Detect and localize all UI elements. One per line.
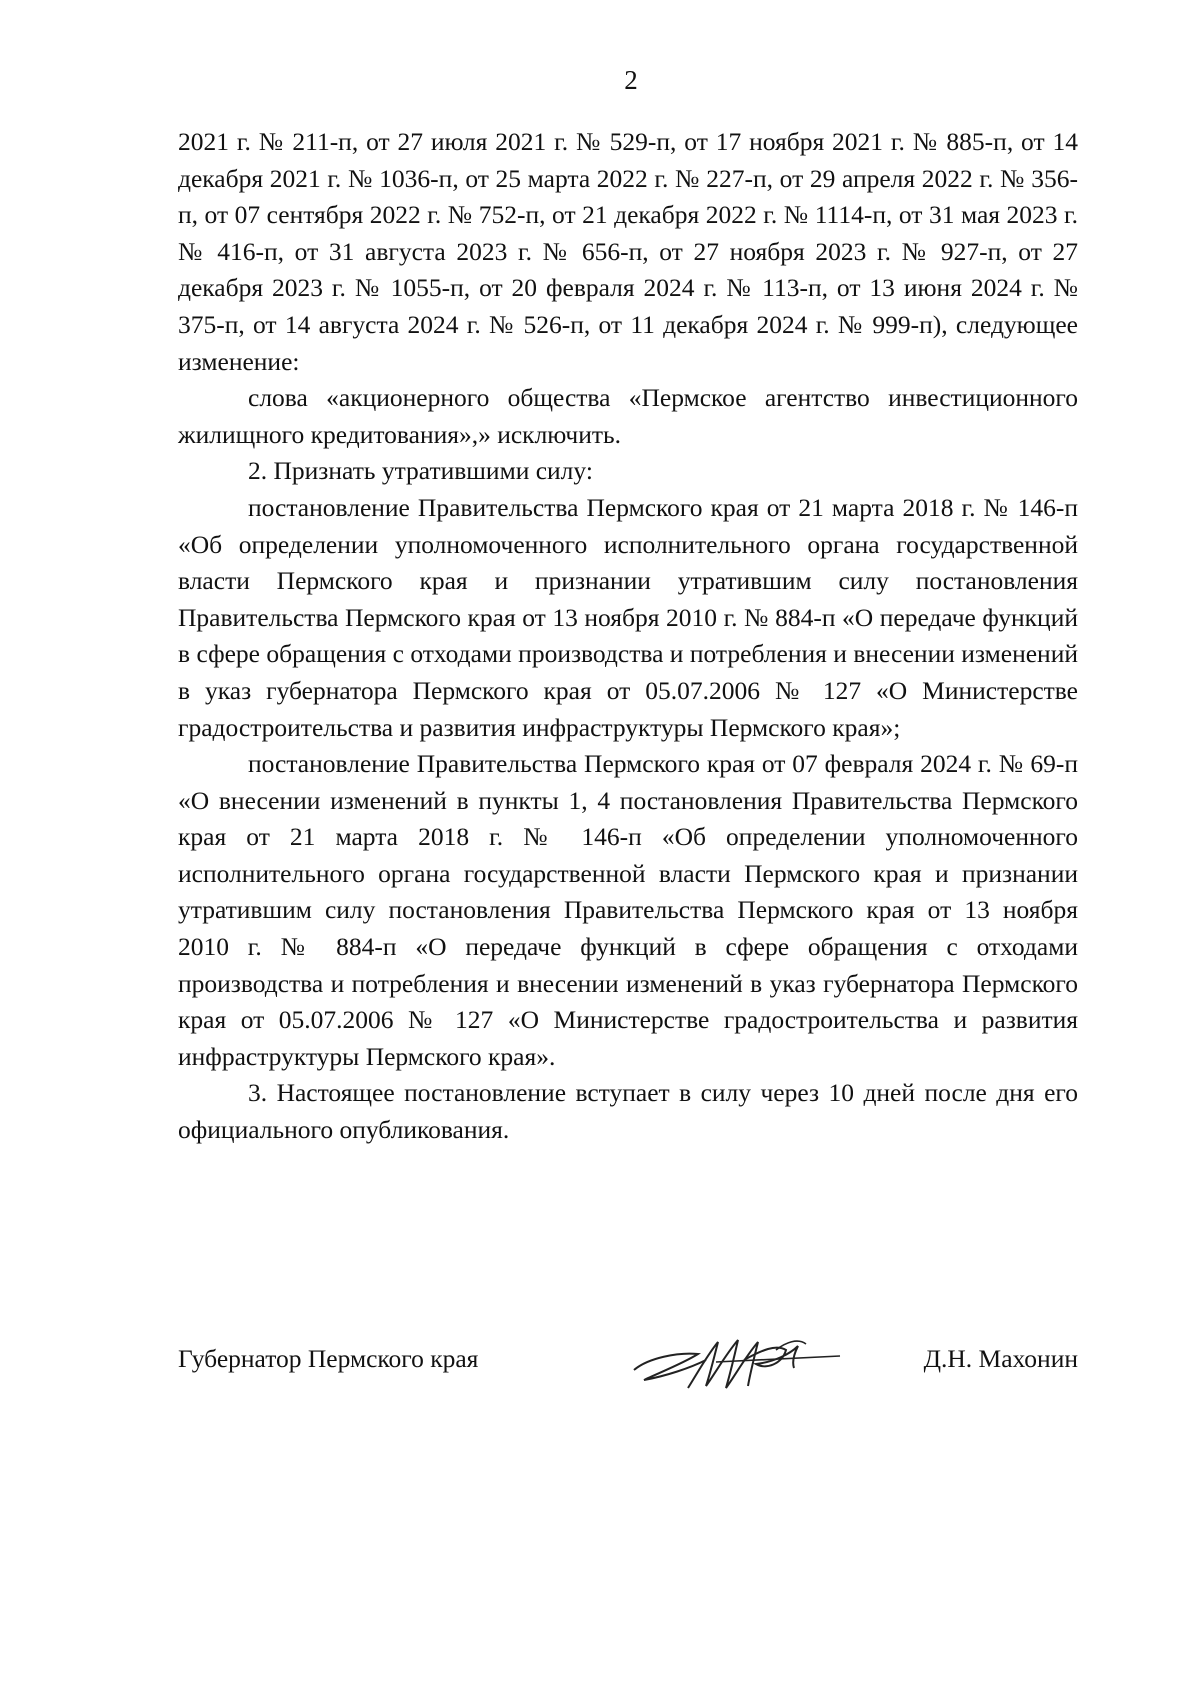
handwritten-signature-icon	[626, 1324, 846, 1404]
paragraph-item-3-effective-date: 3. Настоящее постановление вступает в силу через 10 дней после дня его официального опубликования.	[178, 1078, 1078, 1145]
paragraph-words-excluded: слова «акционерного общества «Пермское агентство инвестиционного жилищного кредитования»,» исключить.	[178, 383, 1078, 449]
paragraph-repealed-resolution-69: постановление Правительства Пермского края от 07 февраля 2024 г. № 69-п «О внесении изменений в пункты 1, 4 постановления Правительства Пермского края от 21 марта 2018 г. № 146-п «Об определении уполномоченного исполнительного органа государственной власти Пермского края и признании утратившим силу постановления Правительства Пермского края от 13 ноября 2010 г. № 884-п «О передаче функций в сфере обращения с отходами производства и потребления и внесении изменений в указ губернатора Пермского края от 05.07.2006 № 127 «О Министерстве градостроительства и развития инфраструктуры Пермского края».	[178, 749, 1078, 1071]
signer-position: Губернатор Пермского края	[178, 1344, 479, 1373]
signature-block	[178, 1334, 1078, 1414]
paragraph-amendment-list: 2021 г. № 211-п, от 27 июля 2021 г. № 529-п, от 17 ноября 2021 г. № 885-п, от 14 декабря 2021 г. № 1036-п, от 25 марта 2022 г. № 227-п, от 29 апреля 2022 г. № 356-п, от 07 сентября 2022 г. № 752-п, от 21 декабря 2022 г. № 1114-п, от 31 мая 2023 г. № 416-п, от 31 августа 2023 г. № 656-п, от 27 ноября 2023 г. № 927-п, от 27 декабря 2023 г. № 1055-п, от 20 февраля 2024 г. № 113-п, от 13 июня 2024 г. № 375-п, от 14 августа 2024 г. № 526-п, от 11 декабря 2024 г. № 999-п), следующее изменение:	[178, 127, 1078, 376]
paragraph-item-2-heading: 2. Признать утратившими силу:	[248, 456, 593, 486]
signer-name: Д.Н. Махонин	[923, 1344, 1078, 1373]
page-number: 2	[624, 65, 638, 95]
document-body	[178, 124, 1078, 1149]
paragraph-repealed-resolution-146: постановление Правительства Пермского края от 21 марта 2018 г. № 146-п «Об определении уполномоченного исполнительного органа государственной власти Пермского края и признании утратившим силу постановления Правительства Пермского края от 13 ноября 2010 г. № 884-п «О передаче функций в сфере обращения с отходами производства и потребления и внесении изменений в указ губернатора Пермского края от 05.07.2006 № 127 «О Министерстве градостроительства и развития инфраструктуры Пермского края»;	[178, 492, 1078, 742]
